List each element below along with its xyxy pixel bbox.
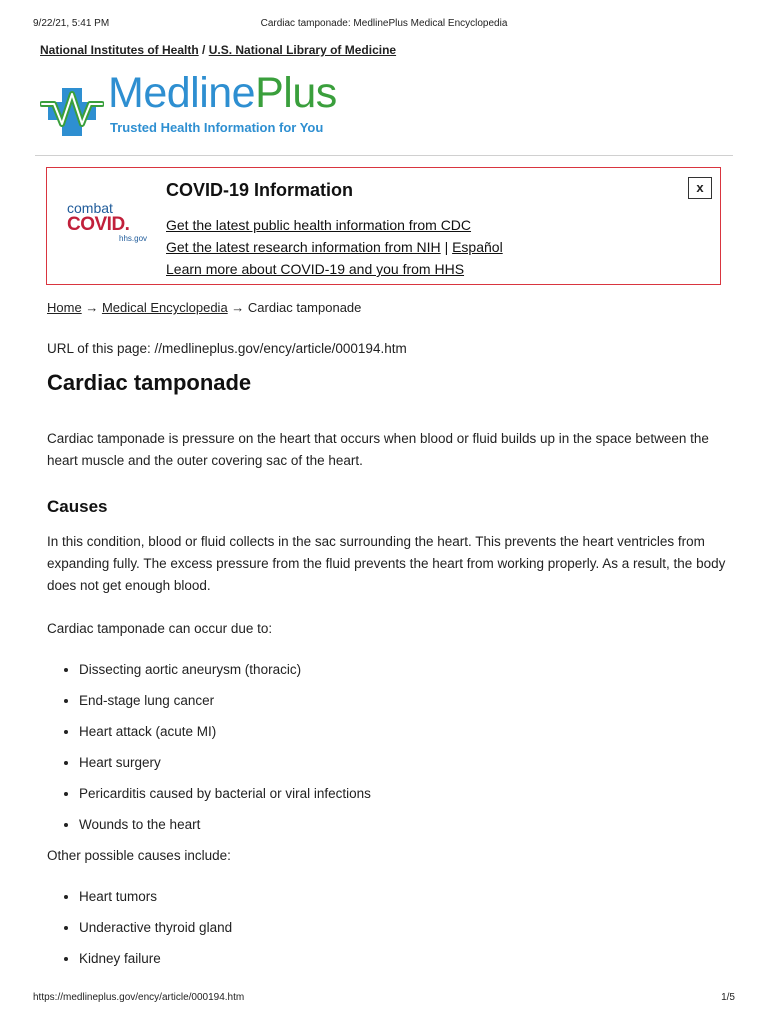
list-item: • Underactive thyroid gland <box>79 917 727 948</box>
combat-covid-line1: combat <box>67 200 113 216</box>
covid-banner-title: COVID-19 Information <box>166 180 354 200</box>
covid-links <box>166 214 503 280</box>
combat-covid-line2: COVID. <box>67 214 130 235</box>
other-causes-lead-in: Other possible causes include: <box>47 848 231 863</box>
covid-link-separator: | <box>444 239 449 255</box>
medlineplus-logo-icon <box>40 80 104 142</box>
brand-name <box>108 69 337 117</box>
combat-covid-logo[interactable] <box>67 201 147 243</box>
nlm-link[interactable]: U.S. National Library of Medicine <box>208 43 397 57</box>
covid-espanol-link[interactable]: Español <box>452 239 503 255</box>
brand-tagline: Trusted Health Information for You <box>110 120 324 135</box>
covid-banner <box>46 167 721 285</box>
covid-hhs-link[interactable]: Learn more about COVID-19 and you from HHS <box>166 261 465 277</box>
nih-link[interactable]: National Institutes of Health <box>40 43 199 57</box>
print-document-title: Cardiac tamponade: MedlinePlus Medical Encyclopedia <box>260 18 508 29</box>
breadcrumb-encyclopedia[interactable]: Medical Encyclopedia <box>101 300 228 315</box>
print-page-number: 1/5 <box>721 992 735 1003</box>
print-header <box>33 18 735 32</box>
print-datetime: 9/22/21, 5:41 PM <box>33 18 110 29</box>
covid-cdc-link[interactable]: Get the latest public health information from CDC <box>166 217 472 233</box>
article-content <box>47 428 727 979</box>
list-item: • Heart tumors <box>79 886 727 917</box>
header-divider <box>35 155 733 156</box>
breadcrumb <box>47 300 361 315</box>
list-item: • Kidney failure <box>79 948 727 979</box>
page-title: Cardiac tamponade <box>47 370 252 395</box>
list-item: • Pericarditis caused by bacterial or viral infections <box>79 783 727 814</box>
list-item: • End-stage lung cancer <box>79 690 727 721</box>
breadcrumb-current: Cardiac tamponade <box>247 300 362 315</box>
list-item: • Heart attack (acute MI) <box>79 721 727 752</box>
causes-heading: Causes <box>47 497 108 516</box>
brand-plus: Plus <box>255 69 337 117</box>
nih-bar <box>40 43 396 57</box>
breadcrumb-arrow: → <box>85 300 99 315</box>
causes-lead-in: Cardiac tamponade can occur due to: <box>47 621 273 636</box>
brand-medline: Medline <box>108 69 256 117</box>
close-button[interactable]: x <box>688 177 712 199</box>
list-item: • Dissecting aortic aneurysm (thoracic) <box>79 659 727 690</box>
page-url: URL of this page: //medlineplus.gov/ency/article/000194.htm <box>47 341 407 356</box>
breadcrumb-arrow: → <box>231 300 245 315</box>
causes-paragraph: In this condition, blood or fluid collects in the sac surrounding the heart. This prevents the heart ventricles from expanding fully. The excess pressure from the fluid prevents the heart from working properly. As a result, the body does not get enough blood. <box>47 534 726 593</box>
causes-list <box>47 659 727 845</box>
covid-nih-link[interactable]: Get the latest research information from NIH <box>166 239 441 255</box>
list-item: • Heart surgery <box>79 752 727 783</box>
breadcrumb-home[interactable]: Home <box>47 300 82 315</box>
list-item: • Wounds to the heart <box>79 814 727 845</box>
nih-separator: / <box>202 43 206 57</box>
intro-paragraph: Cardiac tamponade is pressure on the heart that occurs when blood or fluid builds up in the space between the heart muscle and the outer covering sac of the heart. <box>47 431 709 468</box>
other-causes-list <box>47 886 727 979</box>
print-footer <box>33 992 735 1006</box>
combat-covid-line3: hhs.gov <box>119 233 148 243</box>
medlineplus-logo[interactable] <box>40 69 360 142</box>
print-footer-url: https://medlineplus.gov/ency/article/000194.htm <box>33 992 245 1003</box>
